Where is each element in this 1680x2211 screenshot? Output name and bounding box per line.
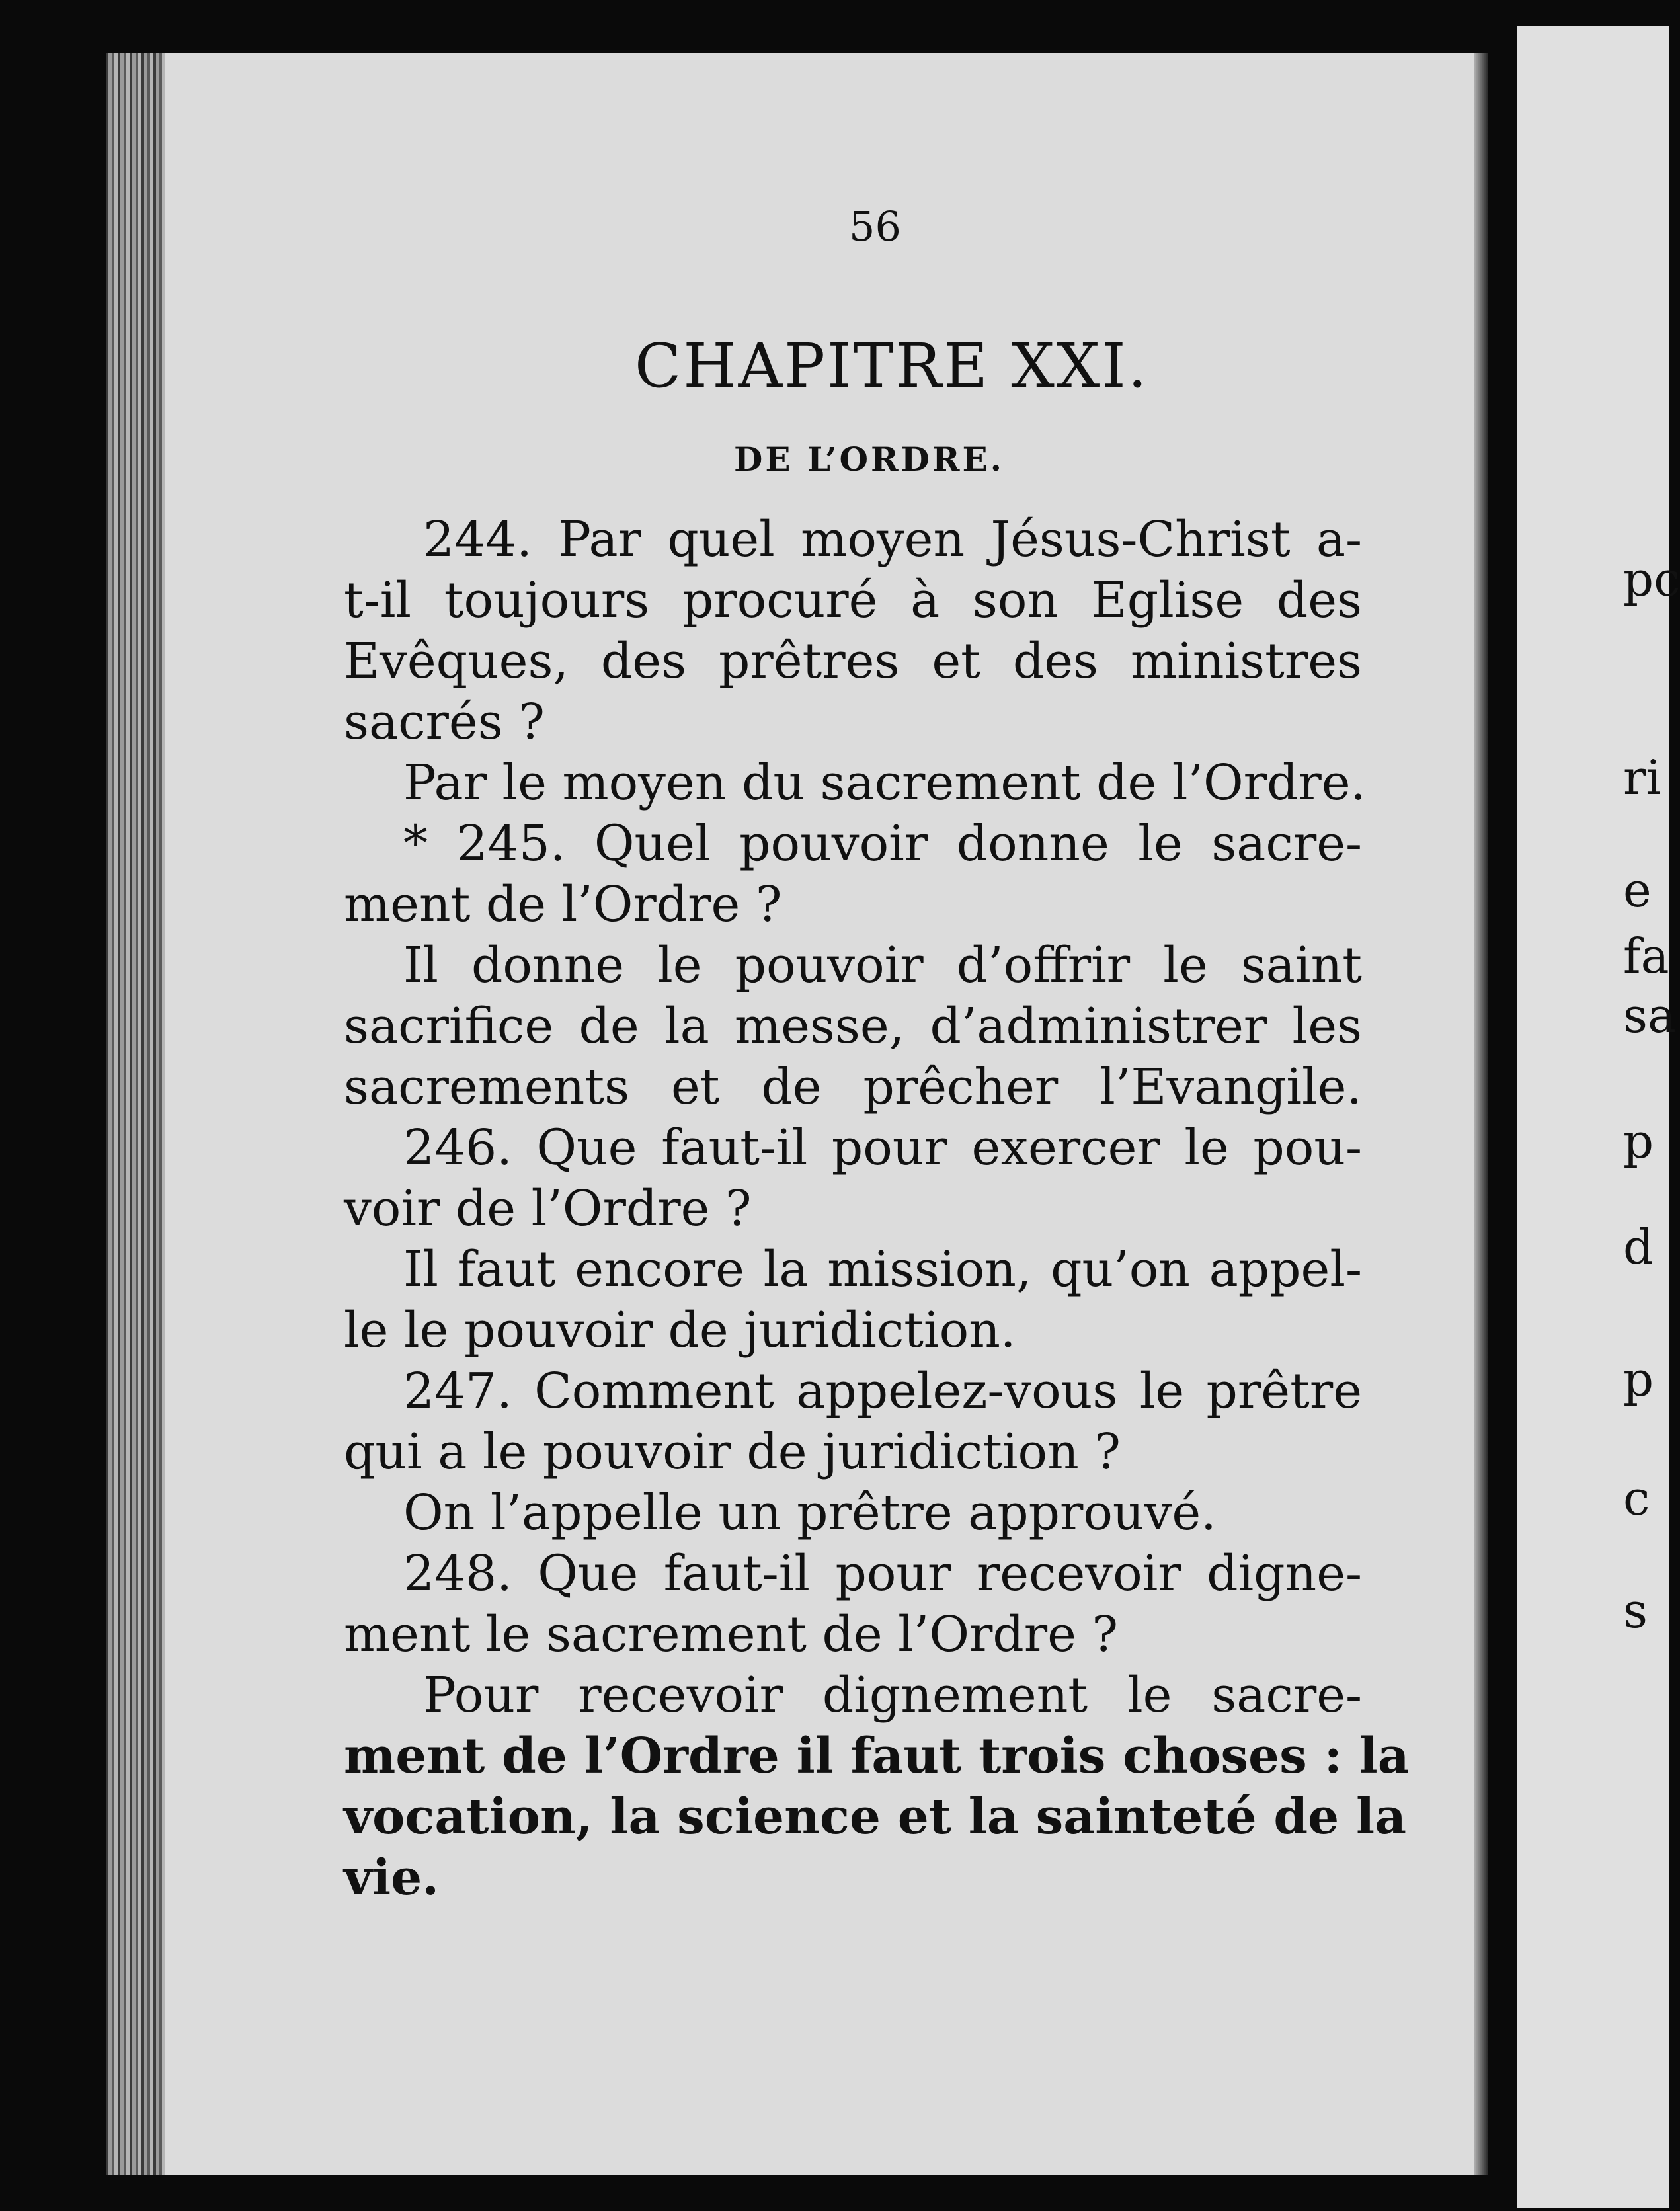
right-page-fragment: d	[1623, 1219, 1654, 1275]
right-page-fragment: pc	[1623, 551, 1680, 607]
text-line: 246. Que faut-il pour exercer le pou-	[403, 1119, 1362, 1176]
right-page-fragment: p	[1623, 1351, 1654, 1407]
text-line: sacrifice de la messe, d’administrer les	[344, 998, 1362, 1055]
right-page-fragment: p	[1623, 1113, 1654, 1169]
page-gutter	[1474, 53, 1488, 2175]
right-page-fragment: sa	[1623, 988, 1676, 1043]
right-page	[1517, 26, 1680, 2208]
text-line: Evêques, des prêtres et des ministres	[344, 633, 1362, 690]
body-text	[344, 509, 1410, 1908]
text-line: qui a le pouvoir de juridiction ?	[344, 1424, 1121, 1480]
text-line: Il donne le pouvoir d’offrir le saint	[403, 937, 1362, 994]
right-page-fragment: s	[1623, 1583, 1648, 1638]
text-line: sacrés ?	[344, 694, 545, 750]
right-page-fragment: fa	[1623, 928, 1669, 984]
right-page-fragment: ri	[1623, 750, 1661, 805]
text-line: Pour recevoir dignement le sacre-	[423, 1667, 1362, 1724]
page-number: 56	[849, 202, 901, 251]
section-title: DE L’ORDRE.	[734, 440, 1004, 479]
text-line: vie.	[344, 1849, 439, 1906]
text-line: Par le moyen du sacrement de l’Ordre.	[403, 754, 1367, 811]
right-page-fragment: c	[1623, 1470, 1650, 1526]
text-line: On l’appelle un prêtre approuvé.	[403, 1484, 1217, 1541]
chapter-title: CHAPITRE XXI.	[635, 331, 1149, 401]
text-line: ment le sacrement de l’Ordre ?	[344, 1606, 1119, 1663]
text-line: 248. Que faut-il pour recevoir digne-	[403, 1545, 1362, 1602]
text-line: 247. Comment appelez-vous le prêtre	[403, 1363, 1362, 1420]
text-line: vocation, la science et la sainteté de la	[344, 1789, 1407, 1845]
text-line: ment de l’Ordre il faut trois choses : la	[344, 1728, 1410, 1785]
text-line: le le pouvoir de juridiction.	[344, 1302, 1016, 1359]
text-line: sacrements et de prêcher l’Evangile.	[344, 1059, 1362, 1115]
text-line: * 245. Quel pouvoir donne le sacre-	[403, 815, 1362, 872]
text-line: ment de l’Ordre ?	[344, 876, 782, 933]
right-page-fragment: e	[1623, 862, 1652, 918]
page-edge-stack	[106, 53, 165, 2175]
text-line: Il faut encore la mission, qu’on appel-	[403, 1241, 1362, 1298]
text-line: 244. Par quel moyen Jésus-Christ a-	[423, 511, 1362, 568]
text-line: voir de l’Ordre ?	[344, 1180, 752, 1237]
text-line: t-il toujours procuré à son Eglise des	[344, 572, 1362, 629]
